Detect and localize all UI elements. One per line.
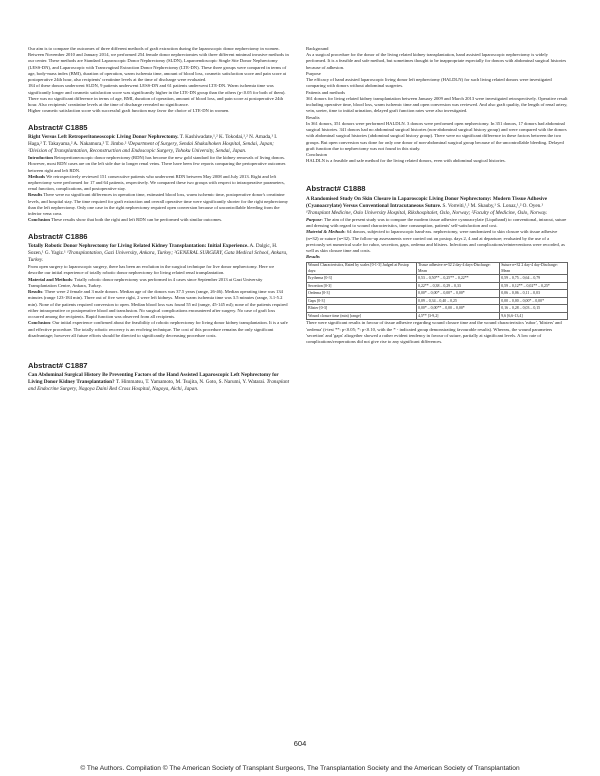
abstract-byline <box>28 372 290 393</box>
section-label: Background <box>306 46 329 51</box>
section-text: As a surgical procedure for the donor of the living related kidney transplantation, hand assisted laparoscopic nephrectomy is widely performed. It is a feasible and safe method, but sometimes thought to be inappropriate especially for donors with abdominal surgical histories because of adhesion. <box>306 52 567 70</box>
intro-paragraph: Higher cosmetic satisfaction score with successful graft function may favor the choice of LTE-DN in women. <box>28 108 230 114</box>
abstract-title: Right Versus Left Retroperitoneoscopic Living Donor Nephrectomy. <box>28 133 179 140</box>
abstract-affiliation: ¹Transplant Medicine, Oslo University Hospital, Rikshospitalet, Oslo, Norway; ²Faculty of Medicine, Oslo, Norway. <box>306 209 548 216</box>
abstract-affiliation: ¹Department of Surgery, Sendai Shakaihoken Hospital, Sendai, Japan; ²Division of Transplantation, Reconstruction and Endoscopic Surgery, Tohoku University, Sendai, Japan. <box>28 140 274 155</box>
abstract-heading: Abstract# C1886 <box>28 231 88 241</box>
results-table <box>306 262 568 321</box>
table-cell: Blister [0-3] <box>307 305 417 313</box>
abstract-section <box>28 192 290 217</box>
table-cell: 0,22** – 0,38 – 0,29 – 0,33 <box>417 282 500 290</box>
abstract-affiliation: Transplant and Endocrine Surgery, Nagoya Daini Red Cross Hospital, Nagoya, Aichi, Japan. <box>28 379 290 393</box>
section-label: Results <box>28 289 43 295</box>
section-text: The efficacy of hand assisted laparoscopic living donor left nephrectomy (HALDLN) for such living related donors were investigated comparing with donors without abdominal surgeries. <box>306 77 552 89</box>
table-row <box>307 282 568 290</box>
section-text: There were no significant differences in operation time, estimated blood loss, warm ischemic time, postoperative donor's creatinine levels, and hospital stay. The time required for graft extraction and overall operative time were significantly shorter for the right nephrectomy than the left nephrectomy. Only one case in the right nephrectomy required open conversion because of uncontrollable bleeding from the inferior vena cava. <box>28 192 289 217</box>
abstract-section <box>28 217 290 223</box>
table-cell: 0,16 – 0,28 – 0,03 – 0,15 <box>500 305 568 313</box>
abstract-authors: T. Kashiwadate,¹,² K. Tokodai,¹,² N. Amada,¹ I. Haga,² T. Takayama,² A. Nakamura,² T. Jimbo.² <box>28 133 278 147</box>
section-text: : Our initial experience confirmed about the feasibility of robotic nephrectomy for living donor kidney transplantation. It is a safe and effective procedure. The totally robotic recovery is an evolving technique. The cost of this procedure remains the only significant disadvantage; however all future efforts should be directed to significantly decreasing procedure costs. <box>28 320 288 338</box>
section-label: Material and Methods <box>28 276 72 282</box>
table-row <box>307 305 568 313</box>
table-cell: 0,06 – 0,06 – 0,11 – 0,03 <box>500 290 568 298</box>
intro-paragraph: Between November 2010 and January 2014, we performed 254 female donor nephrectomies with three different minimal invasive methods in our center. These methods are Standard Laparoscopic Donor Nephrectomy (SLDN), Laparoendoscopic Single Site Donor Nephrectomy (LESS-DN), and Laparoscopic with Transvaginal Extraction Donor Nephrectomy (LTE-DN). These three groups were compared in terms of age, body-mass index (BMI), duration of operation, warm ischemia time, amount of blood loss, cosmetic satisfaction score and pain score at postoperative 24th hour, also recipients' creatinine levels at the time of discharge were evaluated. <box>28 52 289 83</box>
section-label: Introduction <box>28 155 53 161</box>
table-cell: 0,59 – 0,75 – 0,64 – 0,79 <box>500 275 568 283</box>
abstract-heading: Abstract# C1888 <box>306 184 366 194</box>
abstract-heading: Abstract# C1885 <box>28 122 88 132</box>
table-row <box>307 297 568 305</box>
section-text: : There were 2 female and 3 male donors. Median age of the donors was 37.5 years (range, 26-46). Median operating time was 134 minutes (range 123-184 min). Three out of five were right, 2 were left kidneys. Mean warm ischemia time was 3.5 minutes (range, 3.1-5.2 min). None of the patients required conversion to open. Median blood loss was found 55 ml (range, 45-145 ml); none of the patients required either intraoperative or postoperative blood and transfusion. No surgical complications encountered after surgery. No case of graft loss occurred among the recipients. Rapid function was observed from all recipients. <box>28 289 288 320</box>
section-label: Conclusion <box>28 217 50 223</box>
abstract-paragraph: From open surgery to laparoscopic surgery, there has been an evolution in the surgical technique for live donor nephrectomy. Here we describe our initial experience of totally robotic donor nephrectomy for living related renal transplantation. <box>28 264 275 276</box>
abstract-title: Totally Robotic Donor Nephrectomy for Living Related Kidney Transplantation: Initial Experience. <box>28 242 249 249</box>
table-header-row <box>307 262 568 275</box>
abstract-authors: A. Dalgic, H. Sozen,¹ G. Yagiz.¹ <box>28 242 278 257</box>
left-column <box>28 46 290 393</box>
section-label: Methods <box>28 173 46 179</box>
abstract-heading: Abstract# C1887 <box>28 360 88 370</box>
section-label: Purpose <box>306 216 322 222</box>
table-cell: Erythema [0-3] <box>307 275 417 283</box>
table-row <box>307 312 568 320</box>
abstract-title: A Randomised Study On Skin Closure in Laparoscopic Living Donor Nephrectomy: Modern Tissue Adhesive (Cyanoacrylate) Versus Conventional Intracutaneous Suture. <box>306 195 548 209</box>
copyright-footer: © The Authors. Compilation © The American Society of Transplant Surgeons, The Transplantation Society and the American Society of Transplantation <box>80 765 520 772</box>
table-cell: Secretion [0-3] <box>307 282 417 290</box>
section-text: 361 donors for living related kidney transplantation between January 2009 and March 2013 were investigated retrospectively. Operative result including operative time, blood loss, warm ischemic time and open conversion was reviewed. And also graft quality, the length of renal artery, vein, ureter, time to initial urination, delayed graft function rates were also investigated. <box>306 95 568 114</box>
table-header-cell: Wound Characteristics, Rated by scales [0-1-3] Judged at Postop days: <box>307 262 417 275</box>
section-label: Patients and methods <box>306 89 346 95</box>
table-cell: 0,00* – 0,00* – 0,00* – 0,00* <box>417 290 500 298</box>
right-column <box>306 46 568 345</box>
table-header-cell: Tissue adhesive n=32 2 day-4 days-Discharge: Mean <box>417 262 500 275</box>
section-label: Results <box>28 192 43 198</box>
section-text: : The aim of the present study was to compare the modern tissue adhesive cyanoacrylate (Liquiband) to conventional, intracut, suture and dressing with regard to wound characteristics, time consumption, patients' self-satisfaction and cost. <box>306 216 567 229</box>
table-cell: 0,09 – 0,34 – 0,40 – 0,25 <box>417 297 500 305</box>
abstract-affiliation: ¹Transplantation, Gazi University, Ankara, Turkey; ²GENERAL SURGERY, Gata Medical School, Ankara, Turkey. <box>28 250 288 264</box>
abstract-authors: T. Himmatsu, T. Yamamoto, M. Tsujita, N. Goto, S. Narumi, Y. Watarai. <box>114 379 267 386</box>
abstract-byline <box>28 134 290 155</box>
section-text: We retrospectively reviewed 151 consecutive patients who underwent RDN between May 2008 and July 2013. Right and left nephrectomy were performed for 17 and 64 patients, respectively. We compared these two groups with respect to intraoperative parameters, renal function, complications, and postoperative stay. <box>28 173 285 192</box>
abstract-authors: S. Vorreiti,¹,² M. Skauby,¹ S. Lonaz,¹,² O. Oyen.¹ <box>441 202 544 209</box>
table-header-cell: Suture n=32 2 day-4 day-Discharge: Mean <box>500 262 568 275</box>
table-cell: 4,5** [3-9,2] <box>417 312 500 320</box>
section-label: Purpose <box>306 70 321 76</box>
table-cell: Oedema [0-3] <box>307 290 417 298</box>
section-text: : 64 donors, subjected to laparoscopic hand-ass. nephrectomy, were randomized to skin closure with tissue adhesive (n=32) or suture (n=32). The follow-up assessments were carried out on postop. days 2, 4 and at departure; evaluated by the use of a previously set numerical scale for rubor, secretion, gaps, oedema and blisters. Infections and complications/reinterventions were recorded, as well as skin closure time and costs. <box>306 229 565 254</box>
table-cell: 0,53 – 0,50** – 0,25** – 0,22** <box>417 275 500 283</box>
section-text: : Totally robotic donor nephrectomy was performed in 4 cases since September 2013 at Gazi University Transplantation Centre, Ankara, Turkey. <box>28 276 263 288</box>
section-text: These results show that both the right and left RDN can be performed with similar outcomes. <box>49 217 223 223</box>
table-cell: 0,59 – 0,12** – 0,02** – 0,25* <box>500 282 568 290</box>
table-cell: Gaps [0-3] <box>307 297 417 305</box>
section-label: Conclusion <box>28 320 50 326</box>
intro-paragraph: 184 of these donors underwent SLDN, 9 patients underwent LESS-DN and 61 patients underwent LTE-DN. Warm ischemia time was significantly longer and cosmetic satisfaction score was significantly higher in the LTE-DN group than the others (p<0.05 for both of them). There was no significant difference in terms of age, BMI, duration of operation, amount of blood loss, and pain score at postoperative 24th hour. Also recipients' creatinine levels at the time of discharge revealed no significance. <box>28 83 286 108</box>
abstract-section <box>28 155 290 174</box>
abstract-byline <box>306 196 568 217</box>
table-cell: 9,6 [6,6-13,4] <box>500 312 568 320</box>
table-cell: 0,00* – 0,00** – 0,00 – 0,00* <box>417 305 500 313</box>
section-label: Results <box>306 254 320 260</box>
abstract-section <box>28 277 290 289</box>
page-number: 604 <box>293 739 307 748</box>
table-cell: 0,00 – 0,00 – 0,00* – 0,00* <box>500 297 568 305</box>
abstract-section <box>28 174 290 193</box>
section-label: Results <box>306 114 320 120</box>
abstract-section <box>28 320 290 339</box>
section-label: Material & Methods <box>306 229 345 235</box>
abstract-title: Can Abdominal Surgical History Be Preventing Factors of the Hand Assisted Laparoscopic Left Nephrectomy for Living Donor Kidney Transplantation? <box>28 372 279 386</box>
section-text: In 361 donors, 351 donors were performed HALDLN. 3 donors were performed open nephrectomy. In 351 donors, 17 donors had abdominal surgical histories. 341 donors had no abdominal surgical histories (non-abdominal surgical history group) and were compared with the donors with abdominal surgical histories (abdominal surgical history group). There were no significant difference in these factors between the two groups. But open conversion was done for only one donor of non-abdominal surgical group because of the uncontrollable bleeding. Delayed graft function due to nephrectomy was not found in this study. <box>306 120 567 151</box>
section-text: HALDLN is a feasible and safe method for the living related donors, even with abdominal surgical histories. <box>306 158 506 164</box>
abstract-section <box>306 217 568 229</box>
table-row <box>307 275 568 283</box>
abstract-section <box>306 229 568 254</box>
intro-paragraph: Our aim is to compare the outcomes of three different methods of graft extraction during the laparoscopic donor nephrectomy in women. <box>28 46 280 51</box>
section-text: Retroperitoneoscopic donor nephrectomy (RDN) has become the new gold standard for the kidney removals of living donors. However, most RDN cases are on the left side due to longer renal veins. There have been few reports comparing the perioperative outcomes between right and left RDN. <box>28 155 286 173</box>
section-label: Conclusion <box>306 151 327 157</box>
abstract-section <box>28 289 290 320</box>
abstract-paragraph: There were significant results in favour of tissue adhesive regarding wound closure time and the wound characteristics 'rubor', 'blisters' and 'oedema' (t-test **: p<0.05; *: p<0.10, with the * - indicated group demonstrating favourable results). Whereas, the wound parameters 'secretion' and 'gaps' altogether showed a rather evident tendency in favour of suture, partially at significant levels. A low rate of complications/reoperations did not give rise to any significant differences. <box>306 320 562 345</box>
table-cell: Wound closure time (min) [range] <box>307 312 417 320</box>
abstract-byline <box>28 243 290 264</box>
table-row <box>307 290 568 298</box>
